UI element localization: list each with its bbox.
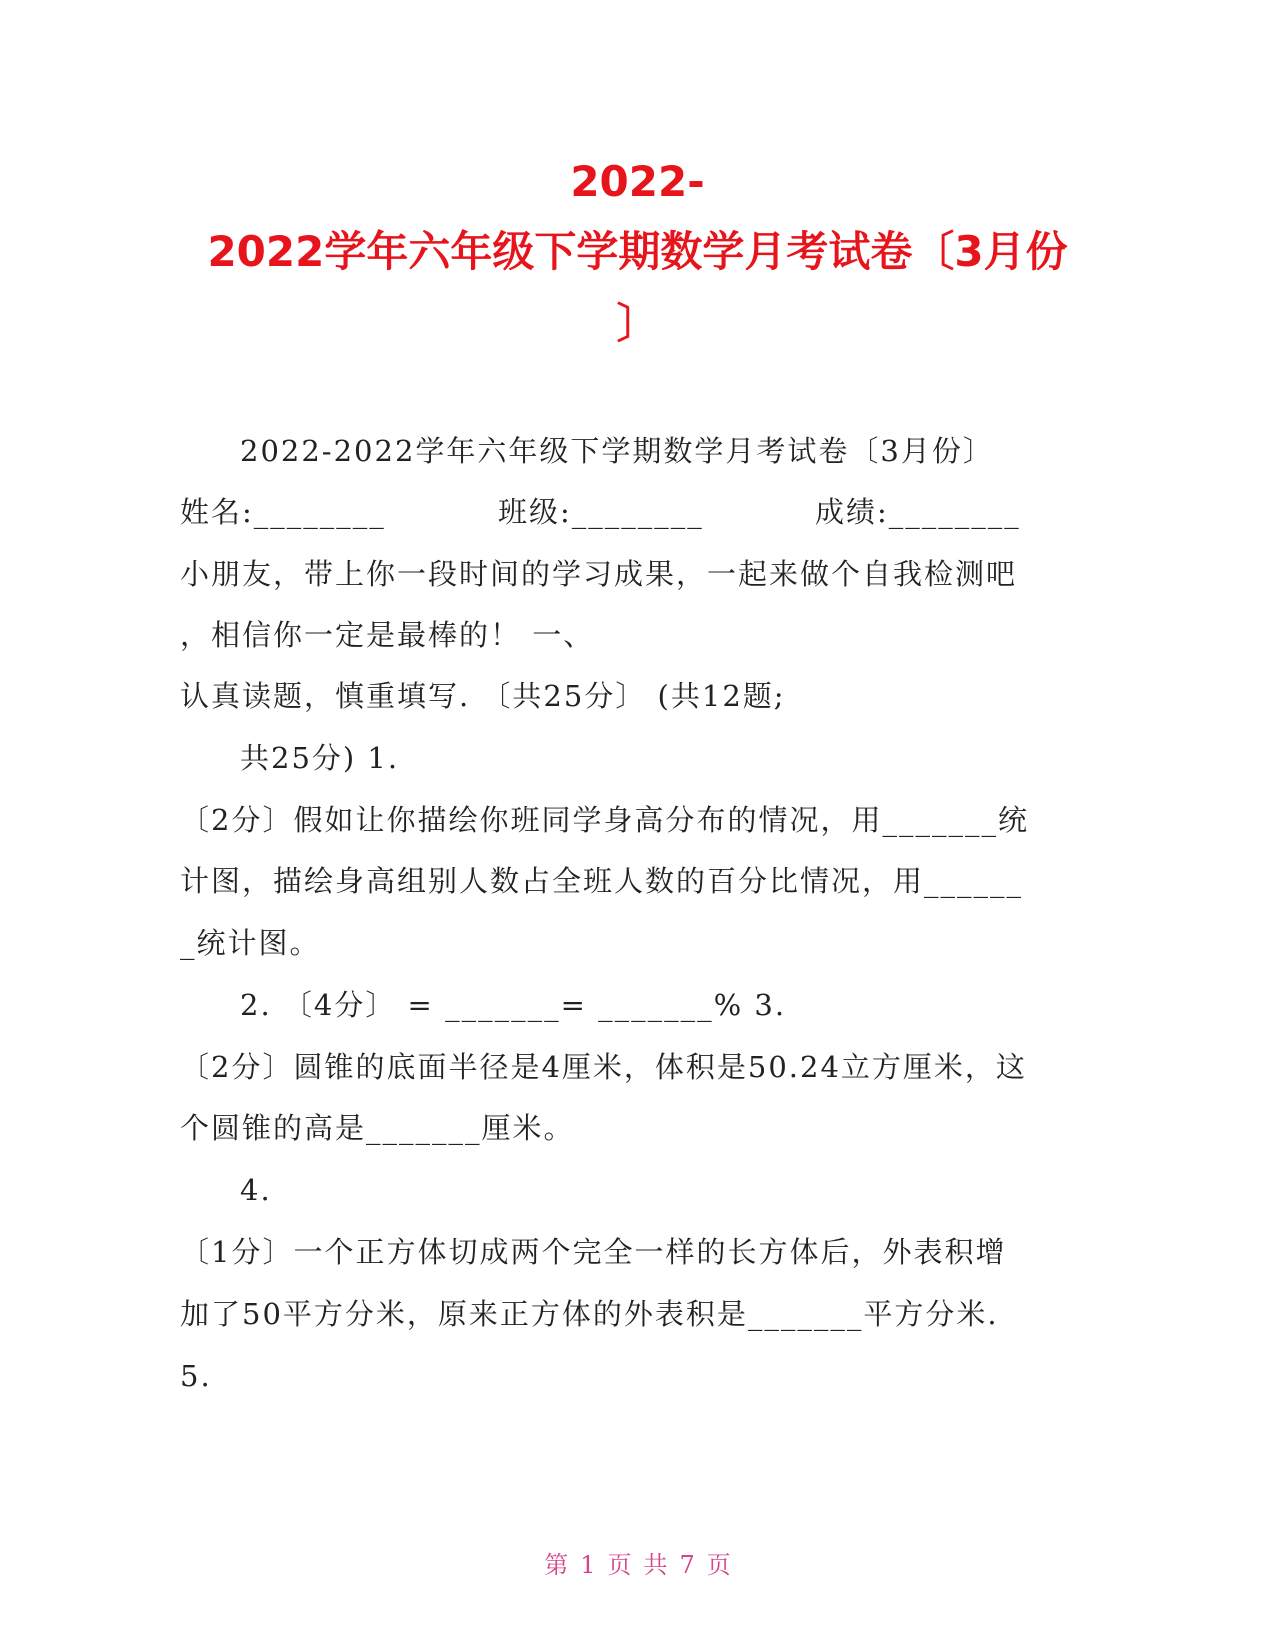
intro-line-1: 小朋友，带上你一段时间的学习成果，一起来做个自我检测吧: [180, 557, 1018, 591]
footer-label-di: 第: [544, 1551, 569, 1579]
question-3-line-2: 个圆锥的高是_______厘米。: [180, 1111, 575, 1145]
title-line-3: 〕: [616, 299, 659, 348]
question-1-line-3: _统计图。: [180, 926, 321, 960]
footer-label-gong: 共: [643, 1551, 668, 1579]
footer-label-ye-2: 页: [706, 1551, 731, 1579]
question-1-line-1: 〔2分〕假如让你描绘你班同学身高分布的情况，用_______统: [180, 803, 1029, 837]
name-field: 姓名:________: [180, 495, 386, 529]
score-field: 成绩:________: [815, 495, 1021, 529]
class-field: 班级:________: [498, 495, 704, 529]
title-line-2: 2022学年六年级下学期数学月考试卷〔3月份: [207, 227, 1068, 276]
subtitle: 2022-2022学年六年级下学期数学月考试卷〔3月份〕: [240, 434, 994, 468]
footer-label-ye: 页: [607, 1551, 632, 1579]
intro-line-2: ，相信你一定是最棒的！ 一、: [180, 618, 595, 652]
question-1-line-2: 计图，描绘身高组别人数占全班人数的百分比情况，用______: [180, 864, 1024, 898]
question-2-line: 2. 〔4分〕 = _______= _______% 3.: [240, 988, 787, 1022]
question-4-line-1: 〔1分〕一个正方体切成两个完全一样的长方体后，外表积增: [180, 1235, 1007, 1269]
question-4-label: 4.: [240, 1173, 272, 1207]
footer-page-current: 1: [580, 1551, 596, 1579]
title-line-1: 2022-: [570, 157, 705, 206]
section-heading-1: 认真读题，慎重填写. 〔共25分〕 (共12题;: [180, 679, 786, 713]
footer-page-total: 7: [679, 1551, 695, 1579]
section-heading-2: 共25分) 1.: [240, 741, 400, 775]
question-3-line-1: 〔2分〕圆锥的底面半径是4厘米，体积是50.24立方厘米，这: [180, 1050, 1027, 1084]
question-4-line-2: 加了50平方分米，原来正方体的外表积是_______平方分米.: [180, 1297, 999, 1331]
page-footer: [0, 1545, 1275, 1580]
question-5-label: 5.: [180, 1359, 212, 1393]
